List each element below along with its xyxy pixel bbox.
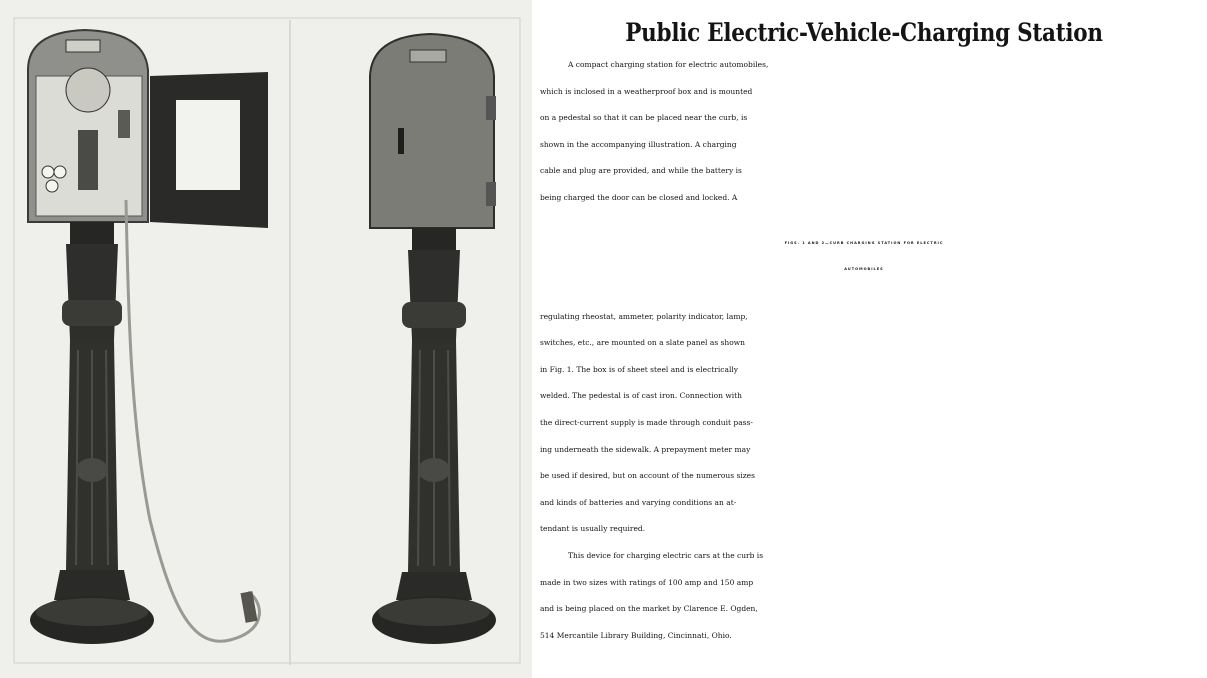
article-text [540, 14, 1188, 649]
text-line: and kinds of batteries and varying conditions an at- [540, 497, 737, 507]
text-line: This device for charging electric cars at the curb is [568, 550, 764, 560]
text-line: cable and plug are provided, and while the battery is [540, 166, 742, 176]
text-line: welded. The pedestal is of cast iron. Connection with [540, 391, 742, 401]
caption-line: FIGS. 1 AND 2—CURB CHARGING STATION FOR ELECTRIC [784, 240, 944, 245]
text-line: in Fig. 1. The box is of sheet steel and is electrically [540, 364, 738, 374]
text-line: A compact charging station for electric automobiles, [568, 60, 769, 69]
body-paragraph [540, 304, 1188, 543]
text-line: being charged the door can be closed and locked. A [540, 192, 738, 202]
text-line: tendant is usually required. [540, 524, 646, 534]
text-line: be used if desired, but on account of the numerous sizes [540, 471, 755, 481]
text-line: 514 Mercantile Library Building, Cincinnati, Ohio. [540, 630, 732, 640]
charging-station-illustration [0, 0, 532, 678]
caption-line: AUTOMOBILES [844, 266, 884, 271]
text-line: the direct-current supply is made through conduit pass- [540, 417, 753, 427]
text-line: ing underneath the sidewalk. A prepayment meter may [540, 444, 751, 454]
charging-station-photo [0, 0, 532, 678]
text-line: made in two sizes with ratings of 100 amp and 150 amp [540, 577, 754, 587]
text-line: which is inclosed in a weatherproof box and is mounted [540, 86, 753, 96]
closing-paragraph [540, 543, 1188, 649]
intro-paragraph [540, 52, 1188, 212]
text-line: on a pedestal so that it can be placed near the curb, is [540, 113, 748, 123]
article-title: Public Electric-Vehicle-Charging Station [625, 18, 1103, 47]
text-line: switches, etc., are mounted on a slate panel as shown [540, 338, 745, 348]
text-line: and is being placed on the market by Clarence E. Ogden, [540, 604, 758, 614]
closed-charging-box [370, 34, 496, 228]
figure-caption [540, 230, 1188, 282]
text-line: shown in the accompanying illustration. A charging [540, 139, 737, 149]
text-line: regulating rheostat, ammeter, polarity indicator, lamp, [540, 311, 748, 321]
